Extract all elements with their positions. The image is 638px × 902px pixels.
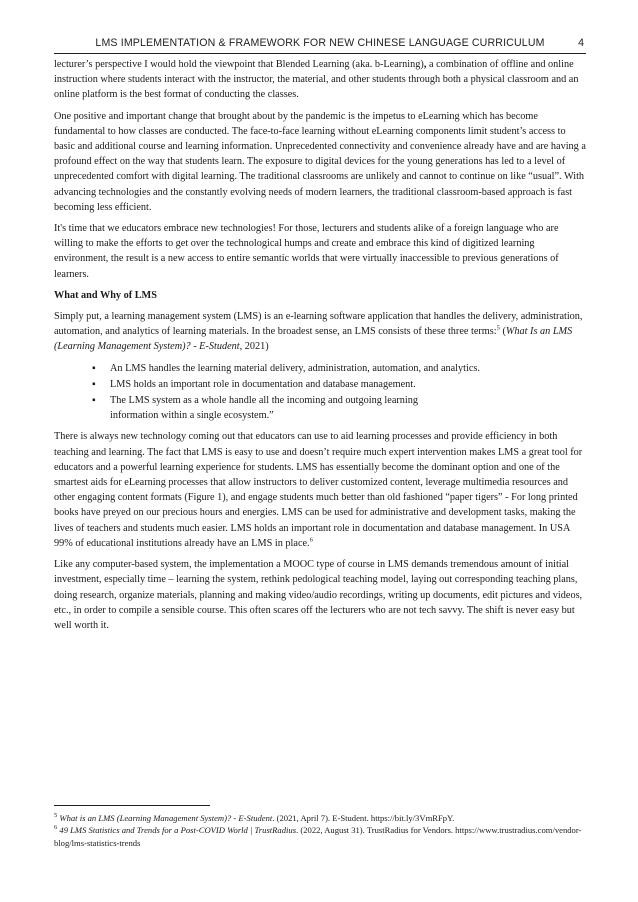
footnote-ref-6[interactable]: 6 — [309, 536, 313, 544]
running-header — [54, 35, 586, 54]
page-number: 4 — [578, 37, 584, 49]
bullet-square-icon: ▪ — [92, 378, 96, 390]
paragraph-lms-definition: Simply put, a learning management system (LMS) is an e-learning software application that handles the delivery, administration, automation, and analytics of learning materials. In the broadest sense, an LMS consists of these three terms:$^5$ (What Is an LMS (Learning Management System)? - E-Student, 2021) — [54, 311, 583, 353]
paragraph-lms-benefits: There is always new technology coming out that educators can use to aid learning processes and provide efficiency in both teaching and learning. The fact that LMS is easy to use and doesn’t require much expert intervention makes LMS a great tool for educators and a powerful learning experience for students. LMS has essentially become the dominant option and one of the smartest aids for eLearning processes that allow instructors to deliver customized content, leverage multimedia resources and other engaging content formats (Figure 1), and engage students much better than old fashioned “paper tigers” - For long printed books have preyed on our precious hours and energies. LMS can be used for administrative and development tasks, making the lives of teachers and students much easier. LMS holds an important role in documentation and database management. In USA 99% of educational institutions already have an LMS in place.$^6$ — [54, 431, 583, 549]
paragraph-embrace-technology: It's time that we educators embrace new technologies! For those, lecturers and students alike of a foreign language who are willing to make the efforts to get over the technological humps and create and embrace this kind of digitized learning environment, the result is a new access to entire semantic worlds that were virtually inaccessible to previous generations of learners. — [54, 223, 559, 280]
footnote-divider — [54, 805, 210, 806]
list-item: ▪ The LMS system as a whole handle all the incoming and outgoing learning information within a single ecosystem.” — [92, 395, 419, 422]
footnotes — [54, 805, 586, 849]
footnote-6: $^6$ 49 LMS Statistics and Trends for a Post-COVID World | TrustRadius. (2022, August 31). TrustRadius for Vendors. https://www.trustradius.com/vendor-blog/lms-statistics-trends — [54, 824, 582, 848]
footnote-ref-5[interactable]: 5 — [496, 324, 500, 332]
section-heading: What and Why of LMS — [54, 289, 157, 301]
list-item: ▪ An LMS handles the learning material delivery, administration, automation, and analytics. — [110, 361, 586, 376]
body-text — [54, 57, 586, 639]
citation-title: What Is an LMS (Learning Management System)? - E-Student — [54, 326, 573, 353]
bullet-square-icon: ▪ — [92, 395, 96, 407]
header-title: LMS IMPLEMENTATION & FRAMEWORK FOR NEW CHINESE LANGUAGE CURRICULUM — [95, 37, 545, 49]
bullet-square-icon: ▪ — [92, 362, 96, 374]
paragraph-implementation: Like any computer-based system, the implementation a MOOC type of course in LMS demands tremendous amount of initial investment, especially time – learning the system, rethink pedological teaching model, laying out corresponding teaching plans, doing research, organize materials, planning and making video/audio recordings, writing up documents, edit pictures and videos, etc., in order to compile a sensible course. This often scares off the lecturers who are not tech savvy. The shift is never easy but well worth it. — [54, 559, 583, 631]
footnote-5: $^5$ What is an LMS (Learning Management System)? - E-Student. (2021, April 7). E-Student. https://bit.ly/3VmRFpY. — [54, 812, 455, 823]
list-item: ▪ LMS holds an important role in documentation and database management. — [110, 377, 586, 392]
lms-bullet-list — [54, 361, 586, 424]
paragraph-blended-learning: lecturer’s perspective I would hold the viewpoint that Blended Learning (aka. b-Learning), a combination of offline and online instruction where students interact with the instructor, the material, and other students through both a physical classroom and an online platform is the best format of conducting the classes. — [54, 59, 579, 101]
paragraph-pandemic-elearning: One positive and important change that brought about by the pandemic is the impetus to eLearning which has become fundamental to how classes are conducted. The face-to-face learning without eLearning components limit student’s access to basic and additional course and learning information. Unprecedented connectivity and convenience already have and are having a profound effect on the way that students learn. The exposure to digital devices for the young generations has led to a level of unprecedented comfort with digital learning. The traditional classrooms are unlikely and cannot to continue on like “usual”. With advancing technologies and the constantly evolving needs of modern learners, the traditional classroom-based approach is fast becoming less efficient. — [54, 110, 586, 213]
